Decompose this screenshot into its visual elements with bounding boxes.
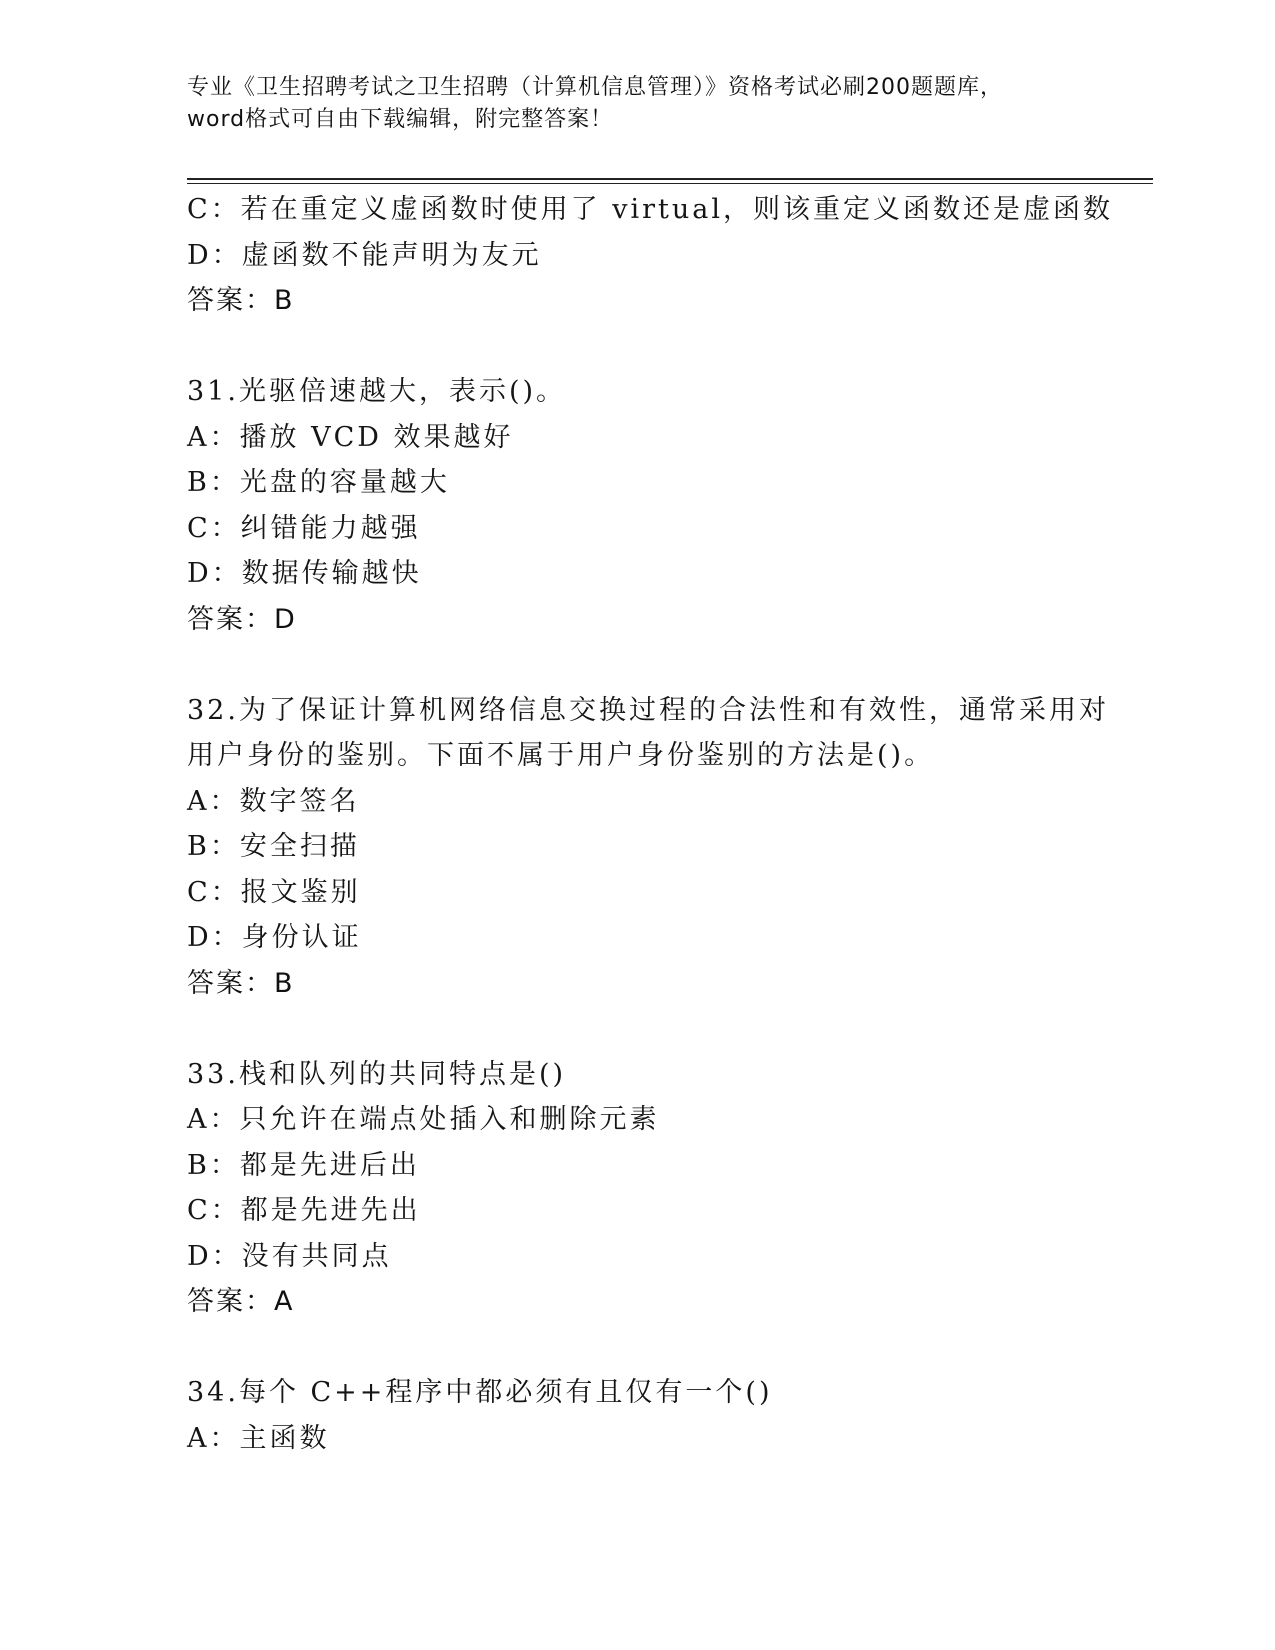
option-a: A：只允许在端点处插入和删除元素 <box>187 1104 660 1135</box>
spacer <box>187 642 1087 688</box>
option-d: D：没有共同点 <box>187 1240 392 1272</box>
answer-line: 答案：A <box>187 1286 295 1317</box>
spacer <box>187 1325 1087 1371</box>
option-c: C：报文鉴别 <box>187 876 361 908</box>
document-header <box>187 72 1087 136</box>
question-stem: 34.每个 C++程序中都必须有且仅有一个() <box>187 1377 773 1408</box>
question-stem: 33.栈和队列的共同特点是() <box>187 1058 567 1090</box>
option-b: B：都是先进后出 <box>187 1149 420 1181</box>
question-30-continued <box>187 187 1114 324</box>
option-d: D：虚函数不能声明为友元 <box>187 239 542 271</box>
option-c: C：若在重定义虚函数时使用了 virtual，则该重定义函数还是虚函数 <box>187 194 1114 225</box>
question-stem-line1: 32.为了保证计算机网络信息交换过程的合法性和有效性，通常采用对 <box>187 694 1109 726</box>
header-divider-thick <box>187 178 1153 180</box>
spacer <box>187 324 1087 370</box>
answer-line: 答案：D <box>187 603 297 635</box>
question-stem: 31.光驱倍速越大，表示()。 <box>187 376 567 407</box>
header-divider-thin <box>187 183 1153 184</box>
question-list <box>187 187 1114 1461</box>
question-32 <box>187 688 1109 1007</box>
answer-line: 答案：B <box>187 967 295 999</box>
answer-line: 答案：B <box>187 285 295 316</box>
question-34 <box>187 1370 1087 1461</box>
option-a: A：播放 VCD 效果越好 <box>187 421 514 453</box>
option-a: A：数字签名 <box>187 785 360 817</box>
option-c: C：纠错能力越强 <box>187 512 421 544</box>
spacer <box>187 1006 1087 1052</box>
header-title-line1: 专业《卫生招聘考试之卫生招聘（计算机信息管理）》资格考试必刷200题题库， <box>187 75 1003 100</box>
header-title-line2: word格式可自由下载编辑，附完整答案！ <box>187 107 614 132</box>
question-31 <box>187 369 1087 642</box>
question-stem-line2: 用户身份的鉴别。下面不属于用户身份鉴别的方法是()。 <box>187 740 935 771</box>
option-c: C：都是先进先出 <box>187 1195 421 1226</box>
question-33 <box>187 1052 1087 1325</box>
option-d: D：数据传输越快 <box>187 558 422 589</box>
option-a: A：主函数 <box>187 1422 330 1454</box>
option-b: B：安全扫描 <box>187 831 360 862</box>
option-b: B：光盘的容量越大 <box>187 467 450 498</box>
option-d: D：身份认证 <box>187 922 362 953</box>
